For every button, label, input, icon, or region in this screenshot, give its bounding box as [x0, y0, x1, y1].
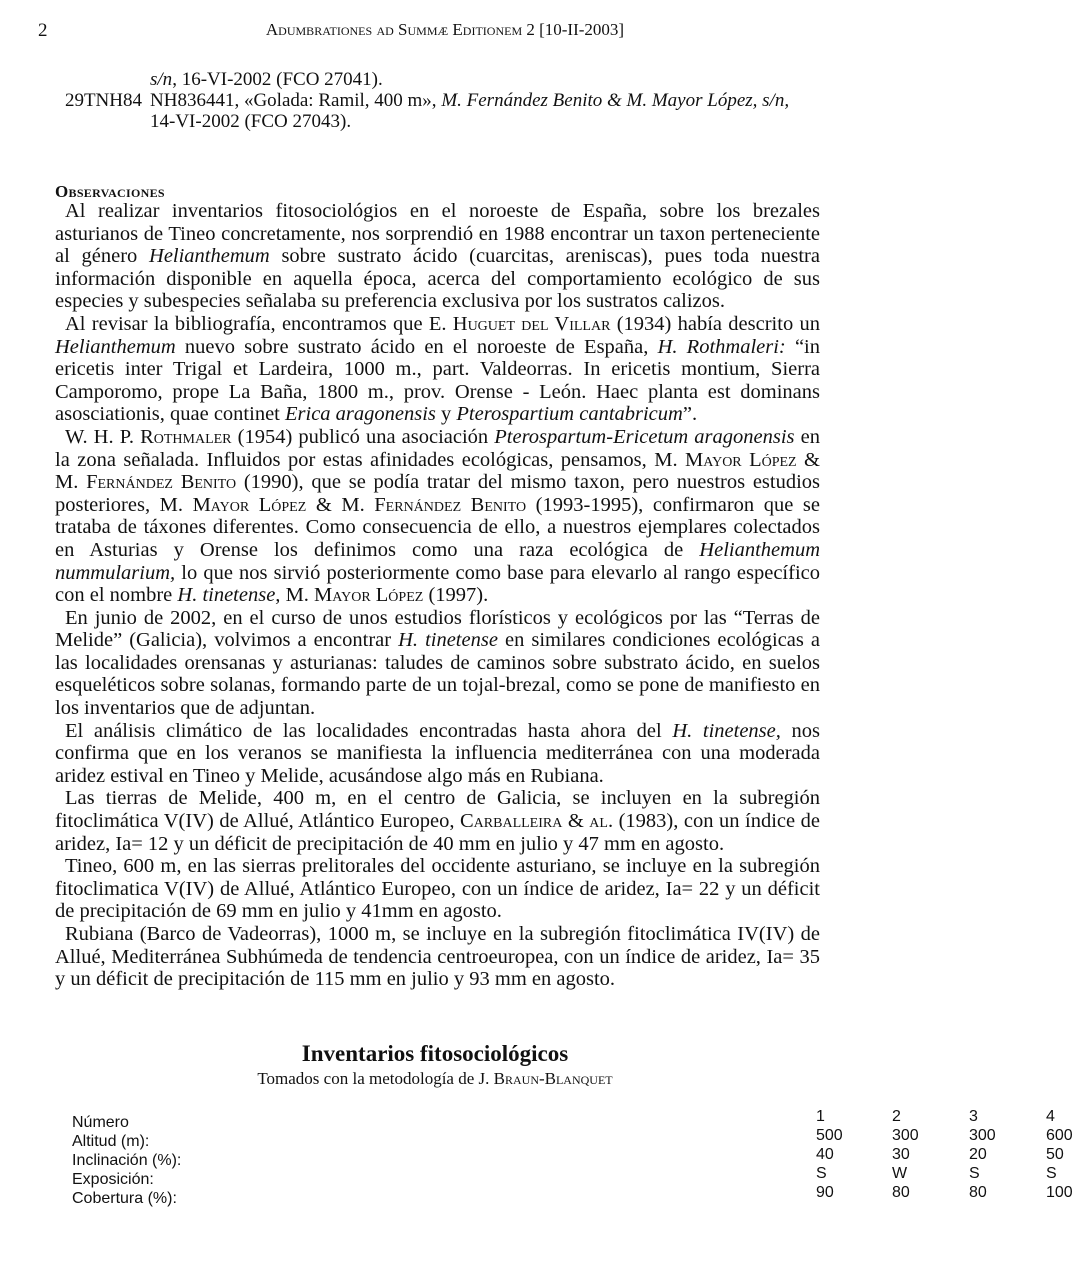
text: (1983), con un índice de aridez, Ia= 12 y un déficit de precipitación de 40 mm en julio y 47 mm en agosto. — [55, 810, 820, 855]
section-heading-observaciones: Observaciones — [55, 182, 165, 201]
taxon: H. tinetense, — [672, 719, 781, 742]
specimen-records — [46, 69, 836, 132]
paragraph — [55, 313, 820, 426]
text: Rubiana (Barco de Vadeorras), 1000 m, se incluye en la subregión fitoclimática IV(IV) de Allué, Mediterránea Subhúmeda de tendencia centroeuropea, con un índice de aridez, Ia= 35 y un déficit de precipitación de 115 mm en julio y 93 mm en agosto. — [55, 923, 820, 991]
cell: 90 — [816, 1184, 834, 1201]
text: (1934) había descrito un — [610, 312, 820, 335]
author: Fernández Benito — [86, 471, 237, 494]
paragraph — [55, 923, 820, 991]
table-row — [72, 1184, 1073, 1208]
record-text: 14-VI-2002 (FCO 27043). — [150, 111, 352, 132]
text: lo que nos sirvió posteriormente como base para elevarlo al rango específico con el nombre — [55, 561, 820, 607]
cell: 300 — [969, 1127, 996, 1144]
text: nos confirma que en los veranos se manifiesta la influencia mediterránea con una moderada aridez estival en Tineo y Melide, acusándose algo más en Rubiana. — [55, 719, 820, 787]
table-row — [72, 1127, 1073, 1151]
text: y — [435, 403, 457, 426]
cell: 3 — [969, 1108, 978, 1125]
text: “in ericetis inter Trigal et Lardeira, 1000 m., part. Valdeorras. In ericetis montium, Sierra Camporomo, prope La Baña, 1800 m., prov. Orense - León. Haec planta est dominans asosciationis, quae continet — [55, 335, 821, 426]
cell: 500 — [816, 1127, 843, 1144]
inventarios-subtitle — [0, 1069, 850, 1089]
text: M. — [280, 584, 315, 607]
taxon: H. tinetense — [398, 629, 498, 652]
inventarios-title: Inventarios fitosociológicos — [301, 1041, 569, 1066]
cell: 80 — [969, 1184, 987, 1201]
row-label: Altitud (m): — [72, 1133, 150, 1150]
row-label: Número — [72, 1114, 129, 1131]
row-label: Exposición: — [72, 1171, 154, 1188]
text: (1997). — [423, 584, 489, 607]
text: Las tierras de Melide, 400 m, en el centro de Galicia, se incluyen en la subregión fitoclimática V(IV) de Allué, Atlántico Europeo, — [55, 787, 820, 833]
table-row — [72, 1108, 1055, 1132]
text: En junio de 2002, en el curso de unos estudios florísticos y ecológicos por las “Terras de Melide” (Galicia), volvimos a encontrar — [55, 606, 820, 652]
taxon: Erica aragonensis — [285, 403, 436, 426]
author: Mayor López — [685, 448, 797, 471]
cell: W — [892, 1165, 908, 1182]
record-locality: NH836441, «Golada: Ramil, 400 m», — [150, 90, 442, 111]
taxon: Pterospartium cantabricum — [456, 403, 683, 426]
taxon: Pterospartum-Ericetum aragonensis — [494, 425, 795, 448]
text: Al realizar inventarios fitosociológios en el noroeste de España, sobre los brezales asturianos de Tineo concretamente, nos sorprendió en 1988 encontrar un taxon perteneciente al género — [55, 200, 820, 268]
paragraph — [55, 720, 820, 788]
paragraph — [55, 426, 820, 607]
row-label: Cobertura (%): — [72, 1190, 177, 1207]
record-rest: , 16-VI-2002 (FCO 27041). — [172, 69, 383, 90]
record-line — [46, 90, 836, 111]
taxon: H. Rothmaleri: — [657, 335, 786, 358]
paragraph — [55, 787, 820, 855]
row-label: Inclinación (%): — [72, 1152, 182, 1169]
taxon: Helianthemum — [149, 245, 270, 268]
subtitle-text: Tomados con la metodología de J. — [257, 1069, 494, 1088]
text: W. H. P. — [65, 425, 141, 448]
taxon: Helianthemum nummularium, — [55, 538, 820, 584]
record-italic: s/n — [150, 69, 173, 90]
author: Fernández Benito — [374, 493, 527, 516]
author: Mayor López — [192, 493, 307, 516]
record-line — [46, 111, 836, 132]
taxon: Helianthemum — [55, 335, 176, 358]
utm-code — [46, 111, 150, 132]
text: nuevo sobre sustrato ácido en el noroeste de España, — [175, 335, 658, 358]
author: Huguet del Villar — [452, 312, 611, 335]
text: (1990), que se podía tratar del mismo taxon, pero nuestros estudios posteriores, M. — [55, 471, 821, 516]
author: Rothmaler — [140, 425, 232, 448]
cell: 40 — [816, 1146, 834, 1163]
text: en similares condiciones ecológicas a las localidades orensanas y asturianas: taludes de caminos sobre substrato ácido, en suelos esqueléticos sobre solanas, formando parte de un tojal-brezal, como se pone de manifiesto en los inventarios que de adjuntan. — [55, 629, 820, 720]
paragraph — [55, 607, 820, 720]
cell: 4 — [1046, 1108, 1055, 1125]
observaciones-body — [55, 200, 820, 991]
record-text — [150, 90, 836, 111]
author: Mayor López — [314, 584, 424, 607]
utm-code: 29TNH84 — [64, 90, 142, 111]
record-collectors: M. Fernández Benito & M. Mayor López, s/n, — [441, 90, 790, 111]
text: Al revisar la bibliografía, encontramos que E. — [65, 312, 453, 335]
record-text — [150, 69, 836, 90]
cell: S — [1046, 1165, 1057, 1182]
cell: 2 — [892, 1108, 901, 1125]
cell: 30 — [892, 1146, 910, 1163]
text: & M. — [306, 493, 375, 516]
table-row — [72, 1146, 1064, 1170]
journal-title: Adumbrationes ad Summæ Editionem 2 — [265, 20, 535, 39]
text: & M. — [55, 448, 820, 494]
text: Tineo, 600 m, en las sierras prelitorales del occidente asturiano, se incluye en la subregión fitoclimatica V(IV) de Allué, Atlántico Europeo, con un índice de aridez, Ia= 22 y un déficit de precipitación de 69 mm en julio y 41mm en agosto. — [55, 855, 820, 923]
taxon: H. tinetense, — [177, 584, 281, 607]
record-line — [46, 69, 836, 90]
inventarios-table — [72, 1107, 1073, 1207]
cell: 300 — [892, 1127, 919, 1144]
cell: 50 — [1046, 1146, 1064, 1163]
author: Braun-Blanquet — [493, 1069, 613, 1088]
page-number: 2 — [38, 20, 48, 41]
cell: 100 — [1046, 1184, 1073, 1201]
paragraph — [55, 855, 820, 923]
text: (1954) publicó una asociación — [231, 425, 495, 448]
cell: 1 — [816, 1108, 825, 1125]
issue-date: [10-II-2003] — [534, 20, 625, 39]
cell: 20 — [969, 1146, 987, 1163]
paragraph — [55, 200, 820, 313]
text: El análisis climático de las localidades encontradas hasta ahora del — [65, 719, 673, 742]
cell: S — [816, 1165, 827, 1182]
table-row — [72, 1165, 1057, 1189]
text: en la zona señalada. Influidos por estas afinidades ecológicas, pensamos, M. — [55, 425, 820, 471]
text: sobre sustrato ácido (cuarcitas, areniscas), pues toda nuestra información disponible en aquella época, acerca del comportamiento ecológico de sus especies y subespecies señalaba su preferencia exclusiva por los sustratos calizos. — [55, 245, 820, 313]
cell: 80 — [892, 1184, 910, 1201]
author: Carballeira & al. — [460, 810, 614, 833]
text: ”. — [682, 403, 698, 426]
running-head — [0, 20, 850, 40]
cell: 600 — [1046, 1127, 1073, 1144]
text: (1993-1995), confirmaron que se trataba de táxones diferentes. Como consecuencia de ello, a nuestros ejemplares colectados en Asturias y Orense los definimos como una raza ecológica de — [55, 493, 820, 561]
cell: S — [969, 1165, 980, 1182]
utm-code — [46, 69, 150, 90]
